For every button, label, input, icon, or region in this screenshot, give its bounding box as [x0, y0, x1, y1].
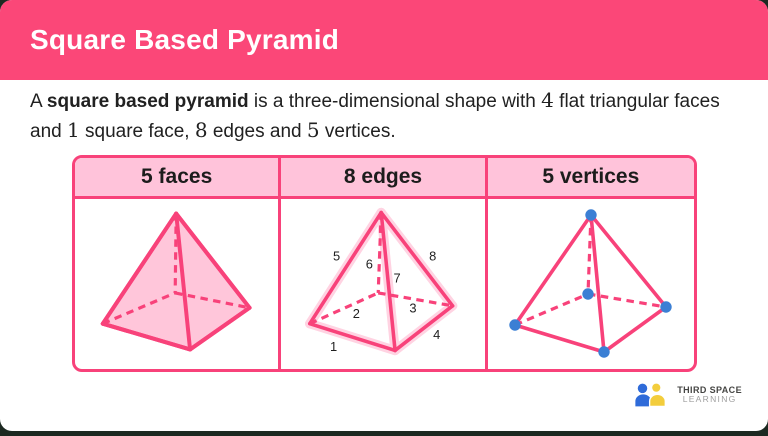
intro-part: A	[30, 91, 47, 112]
edge-number-label: 1	[330, 338, 338, 354]
intro-part: 5	[306, 118, 320, 142]
intro-part: vertices.	[319, 121, 396, 142]
intro-part: square face,	[79, 121, 195, 142]
edge-number-label: 7	[393, 270, 401, 286]
intro-part: 1	[66, 118, 80, 142]
logo-text-third-space: THIRD SPACE	[677, 384, 742, 395]
edge-number-label: 5	[333, 248, 341, 264]
column-header-faces: 5 faces	[75, 158, 281, 199]
logo-text	[677, 385, 742, 405]
vertex-dot	[599, 346, 610, 357]
pyramid-vertices-figure	[488, 201, 693, 367]
vertex-dot	[661, 301, 672, 312]
visible-edge	[515, 325, 604, 352]
intro-part: 4	[541, 88, 554, 112]
vertex-dot	[583, 288, 594, 299]
page-title: Square Based Pyramid	[30, 24, 340, 55]
intro-part: is a three-dimensional shape with	[248, 91, 542, 112]
properties-table	[72, 155, 697, 372]
pyramid-cell-edges	[281, 199, 487, 369]
vertex-dot	[586, 209, 597, 220]
visible-edge	[310, 324, 395, 351]
intro-part: 8	[194, 118, 208, 142]
column-header-vertices: 5 vertices	[488, 158, 694, 199]
pyramid-cell-faces	[75, 199, 281, 369]
edge-number-label: 8	[429, 248, 437, 264]
edge-number-label: 6	[366, 256, 374, 272]
intro-part: edges and	[207, 121, 307, 142]
title-banner	[0, 0, 768, 80]
visible-edge	[395, 306, 453, 351]
visible-edge	[591, 215, 604, 352]
pyramid-edges-figure	[281, 201, 484, 367]
logo-mark-icon	[633, 381, 671, 409]
tsl-logo	[633, 378, 742, 412]
intro-part: flat triangular faces	[553, 91, 720, 112]
edge-number-label: 3	[409, 300, 417, 316]
logo-text-learning: LEARNING	[682, 394, 737, 405]
edge-number-label: 4	[433, 327, 441, 343]
vertex-dot	[510, 319, 521, 330]
intro-text	[30, 86, 752, 146]
intro-part: square based pyramid	[46, 91, 249, 112]
visible-edge	[604, 307, 666, 352]
intro-part: and	[30, 121, 67, 142]
column-header-edges: 8 edges	[281, 158, 487, 199]
pyramid-cell-vertices	[488, 199, 694, 369]
pyramid-faces-figure	[75, 201, 278, 367]
visible-edge	[591, 215, 666, 307]
edge-number-label: 2	[353, 306, 361, 322]
